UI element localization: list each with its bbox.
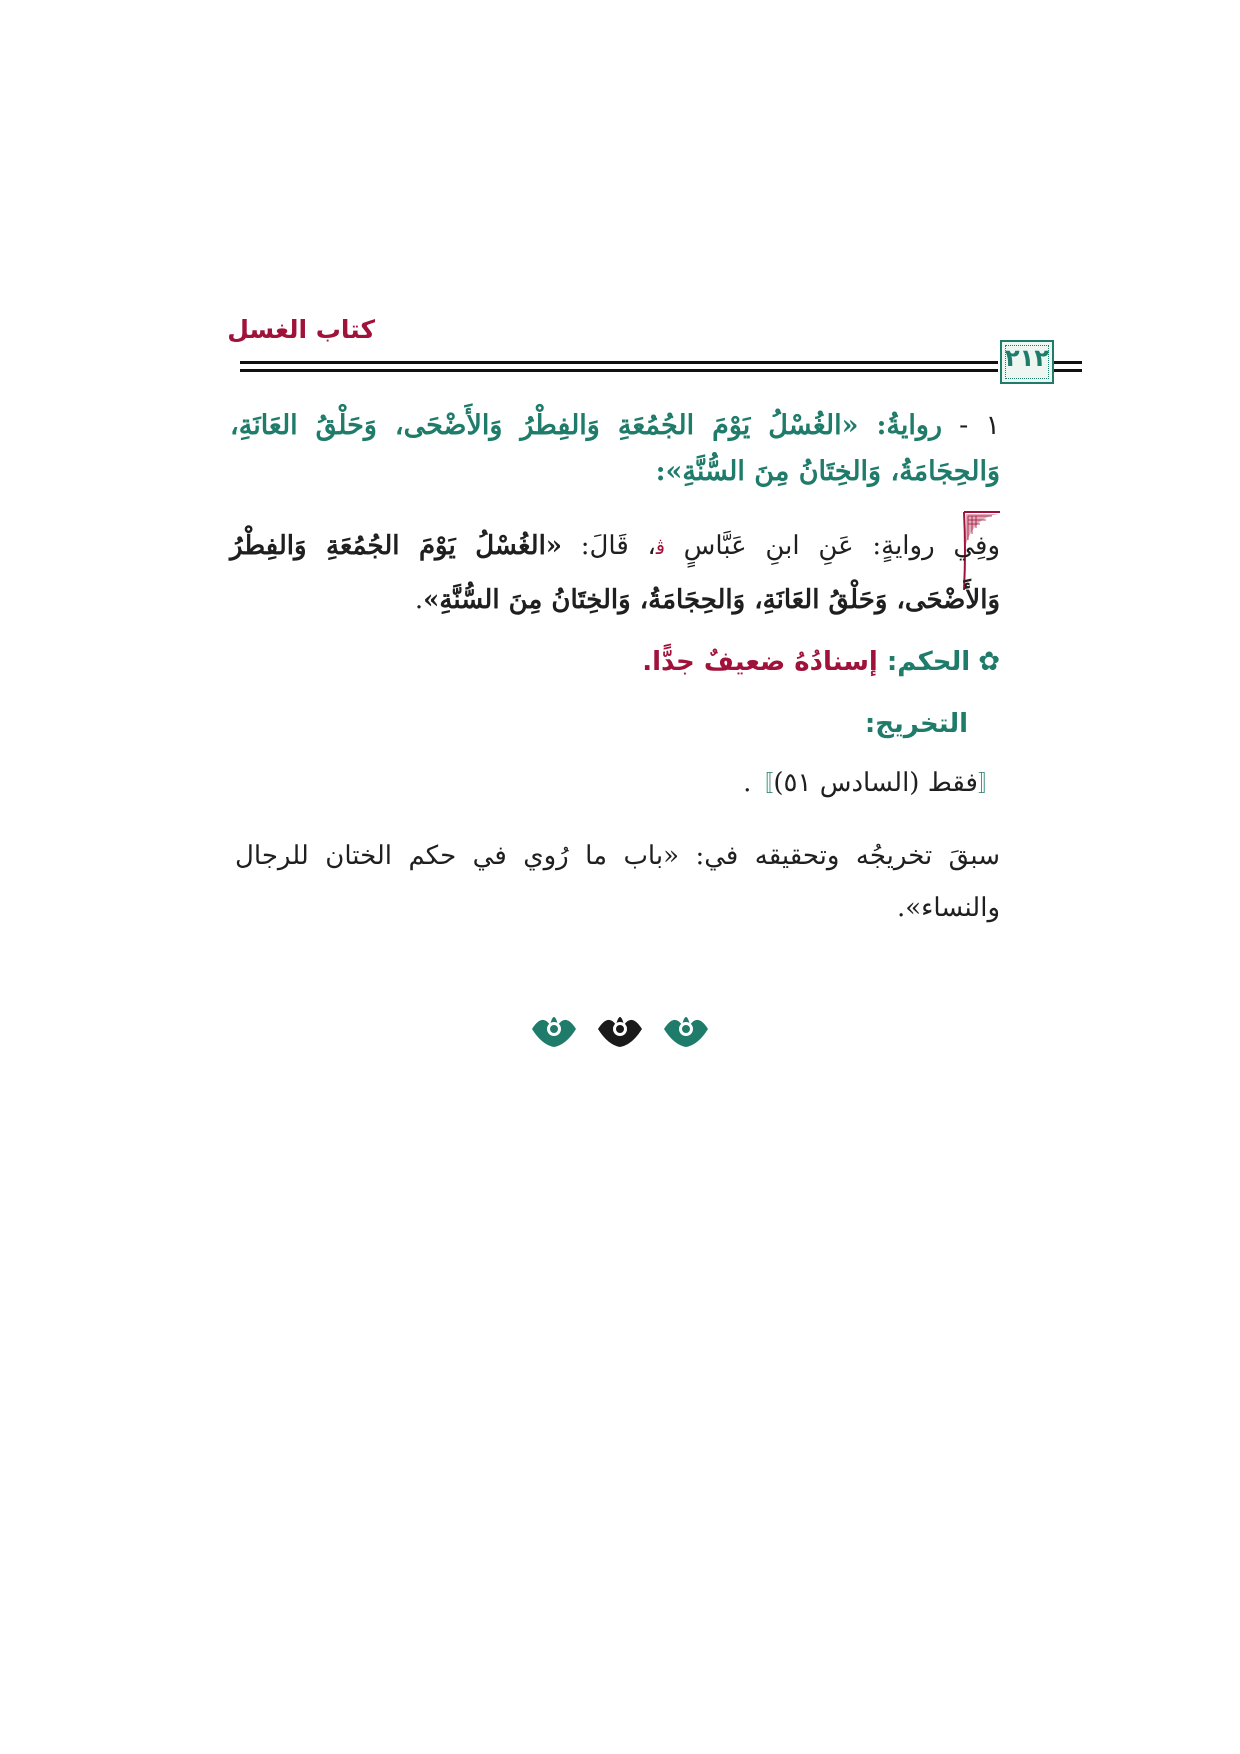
narration-intro: وفِي روايةٍ: عَنِ ابنِ عَبَّاسٍ [664, 531, 1000, 561]
header-rule [1054, 361, 1082, 364]
narration-said: ، قَالَ: [562, 531, 656, 561]
flower-icon [532, 1017, 576, 1047]
floral-separator-icon [520, 1003, 720, 1049]
source-end: . [743, 768, 752, 798]
header-rule [1054, 369, 1082, 372]
source-line [743, 767, 1000, 798]
narration-quote: «الغُسْلُ يَوْمَ الجُمُعَةِ وَالفِطْرُ وَالأَضْحَى، وَحَلْقُ العَانَةِ، وَالحِجَامَةُ، وَالخِتَانُ مِنَ السُّنَّةِ» [230, 531, 1000, 615]
takhrij-note: سبقَ تخريجُه وتحقيقه في: «باب ما رُوي في حكم الختان للرجال والنساء». [235, 841, 1000, 923]
bracket-open-icon: 〚 [977, 772, 1000, 797]
ruling-value: إسنادُهُ ضعيفٌ جدًّا. [642, 647, 878, 677]
ruling-line [642, 647, 1000, 677]
header-rule [240, 361, 998, 364]
takhrij-heading: التخريج: [864, 709, 968, 739]
page-number-badge [1000, 340, 1054, 384]
running-title: كتاب الغسل [227, 315, 375, 344]
entry-text: «الغُسْلُ يَوْمَ الجُمُعَةِ وَالفِطْرُ وَالأَضْحَى، وَحَلْقُ العَانَةِ، وَالحِجَامَةُ، وَالخِتَانُ مِنَ السُّنَّةِ»: [230, 410, 1000, 487]
page-number: ٢١٢ [1005, 344, 1049, 372]
header-rule [240, 369, 998, 372]
entry-label: روايةُ: [858, 410, 942, 441]
source-text: فقط (السادس ٥١) [773, 768, 978, 798]
bracket-close-icon: 〛 [751, 772, 774, 797]
entry-number: ١ - [942, 410, 1000, 441]
flower-icon [664, 1017, 708, 1047]
flower-icon [598, 1017, 642, 1047]
narration-paragraph [230, 520, 1000, 626]
honorific-glyph: ﭬ [655, 537, 665, 559]
entry-heading [230, 403, 1000, 495]
ruling-label: الحكم: [877, 647, 971, 677]
flower-ornament-icon: ✿ [978, 647, 1000, 677]
narration-end: . [414, 585, 424, 615]
